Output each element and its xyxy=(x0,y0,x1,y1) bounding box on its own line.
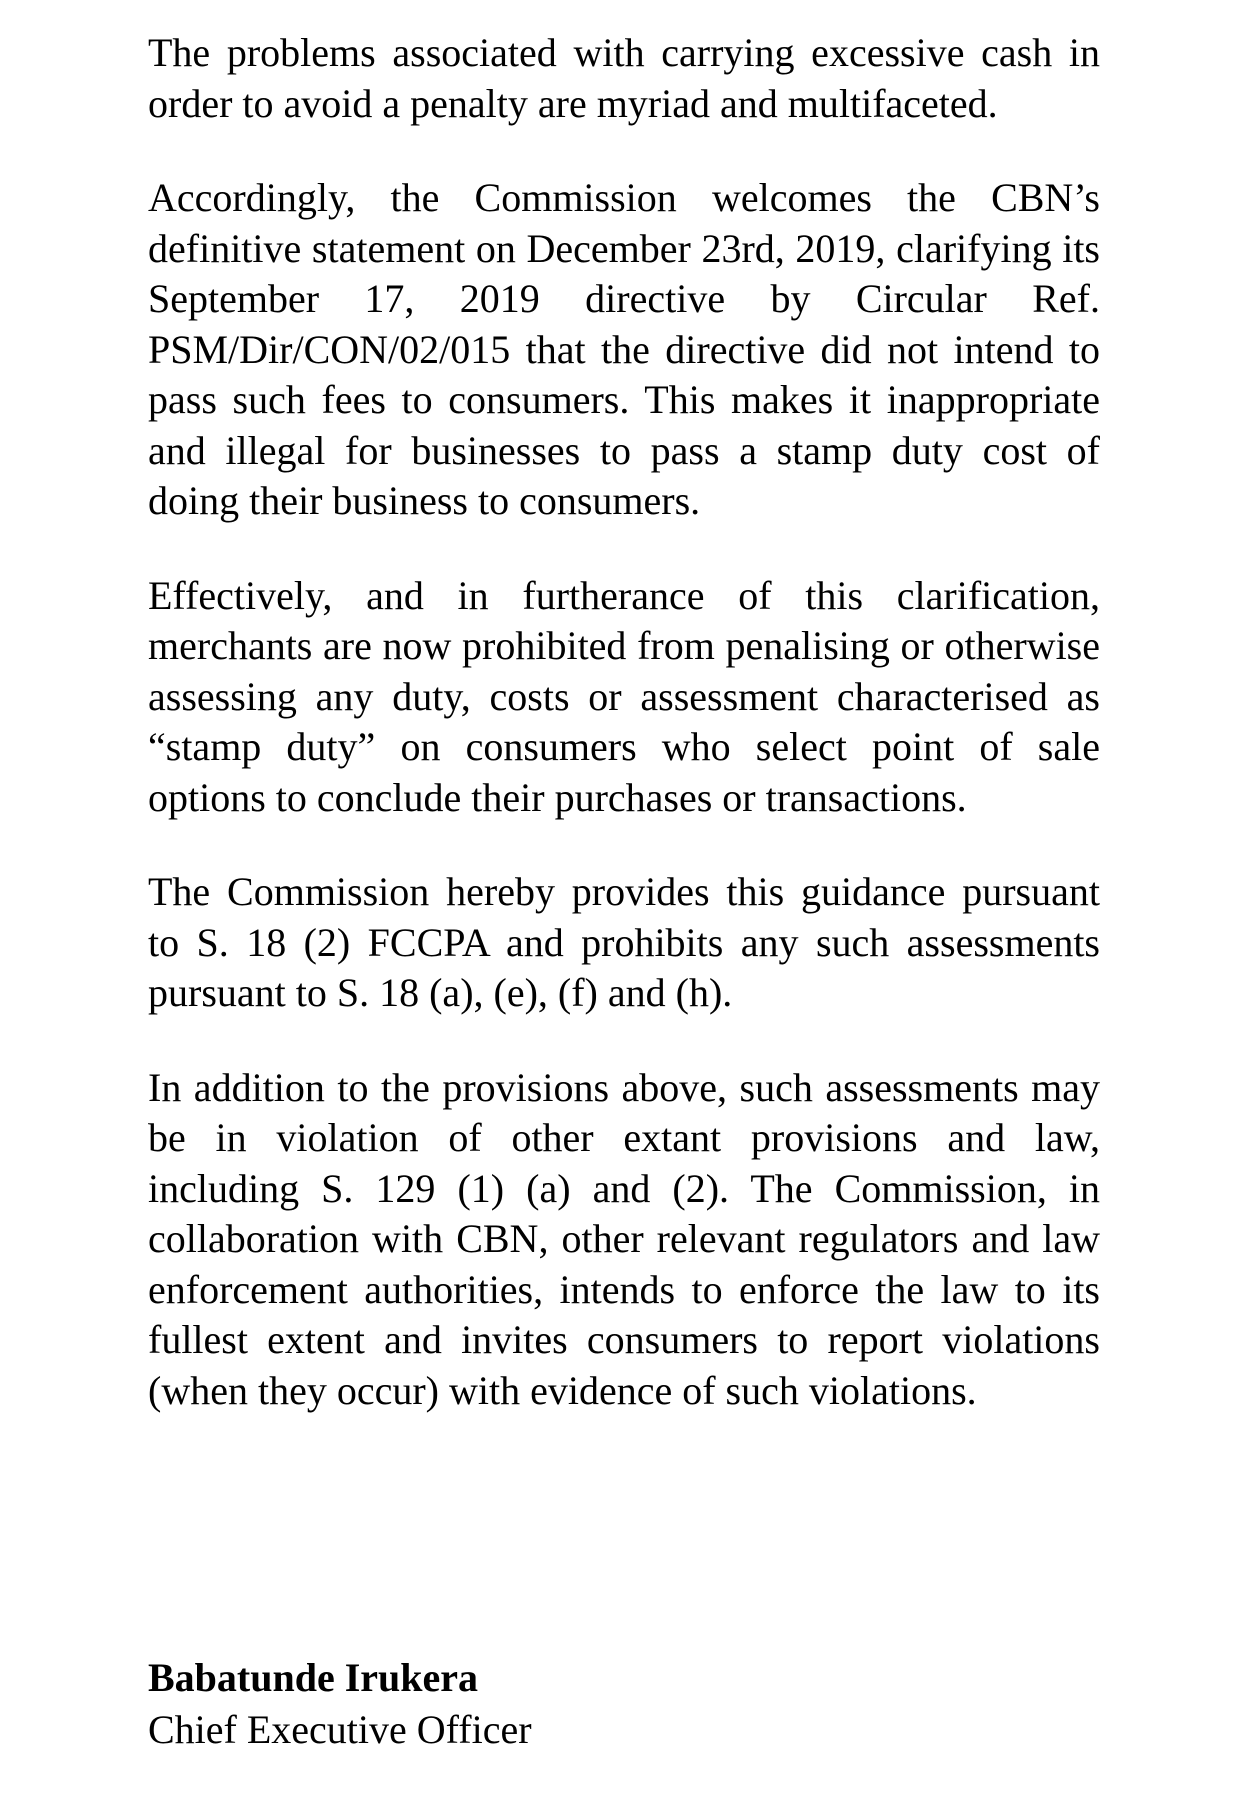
document-body xyxy=(148,28,1100,1460)
signatory-name: Babatunde Irukera xyxy=(148,1655,479,1700)
paragraph-merchant-prohibition: Effectively, and in furtherance of this clarification, merchants are now prohibited from penalising or otherwise assessing any duty, costs or assessment characterised as “stamp duty” on consumers who select point of sale options to conclude their purchases or transactions. xyxy=(148,572,1100,820)
signatory-title: Chief Executive Officer xyxy=(148,1707,532,1752)
paragraph-cbn-clarification: Accordingly, the Commission welcomes the CBN’s definitive statement on December 23rd, 2019, clarifying its September 17, 2019 directive by Circular Ref. PSM/Dir/CON/02/015 that the directive did not intend to pass such fees to consumers. This makes it inappropriate and illegal for businesses to pass a stamp duty cost of doing their business to consumers. xyxy=(148,175,1100,523)
paragraph-enforcement: In addition to the provisions above, such assessments may be in violation of other extant provisions and law, including S. 129 (1) (a) and (2). The Commission, in collaboration with CBN, other relevant regulators and law enforcement authorities, intends to enforce the law to its fullest extent and invites consumers to report violations (when they occur) with evidence of such violations. xyxy=(148,1064,1100,1413)
signature-block xyxy=(148,1652,532,1756)
paragraph-cash-problems: The problems associated with carrying excessive cash in order to avoid a penalty are myriad and multifaceted. xyxy=(148,30,1100,126)
paragraph-commission-guidance: The Commission hereby provides this guidance pursuant to S. 18 (2) FCCPA and prohibits any such assessments pursuant to S. 18 (a), (e), (f) and (h). xyxy=(148,869,1100,1015)
